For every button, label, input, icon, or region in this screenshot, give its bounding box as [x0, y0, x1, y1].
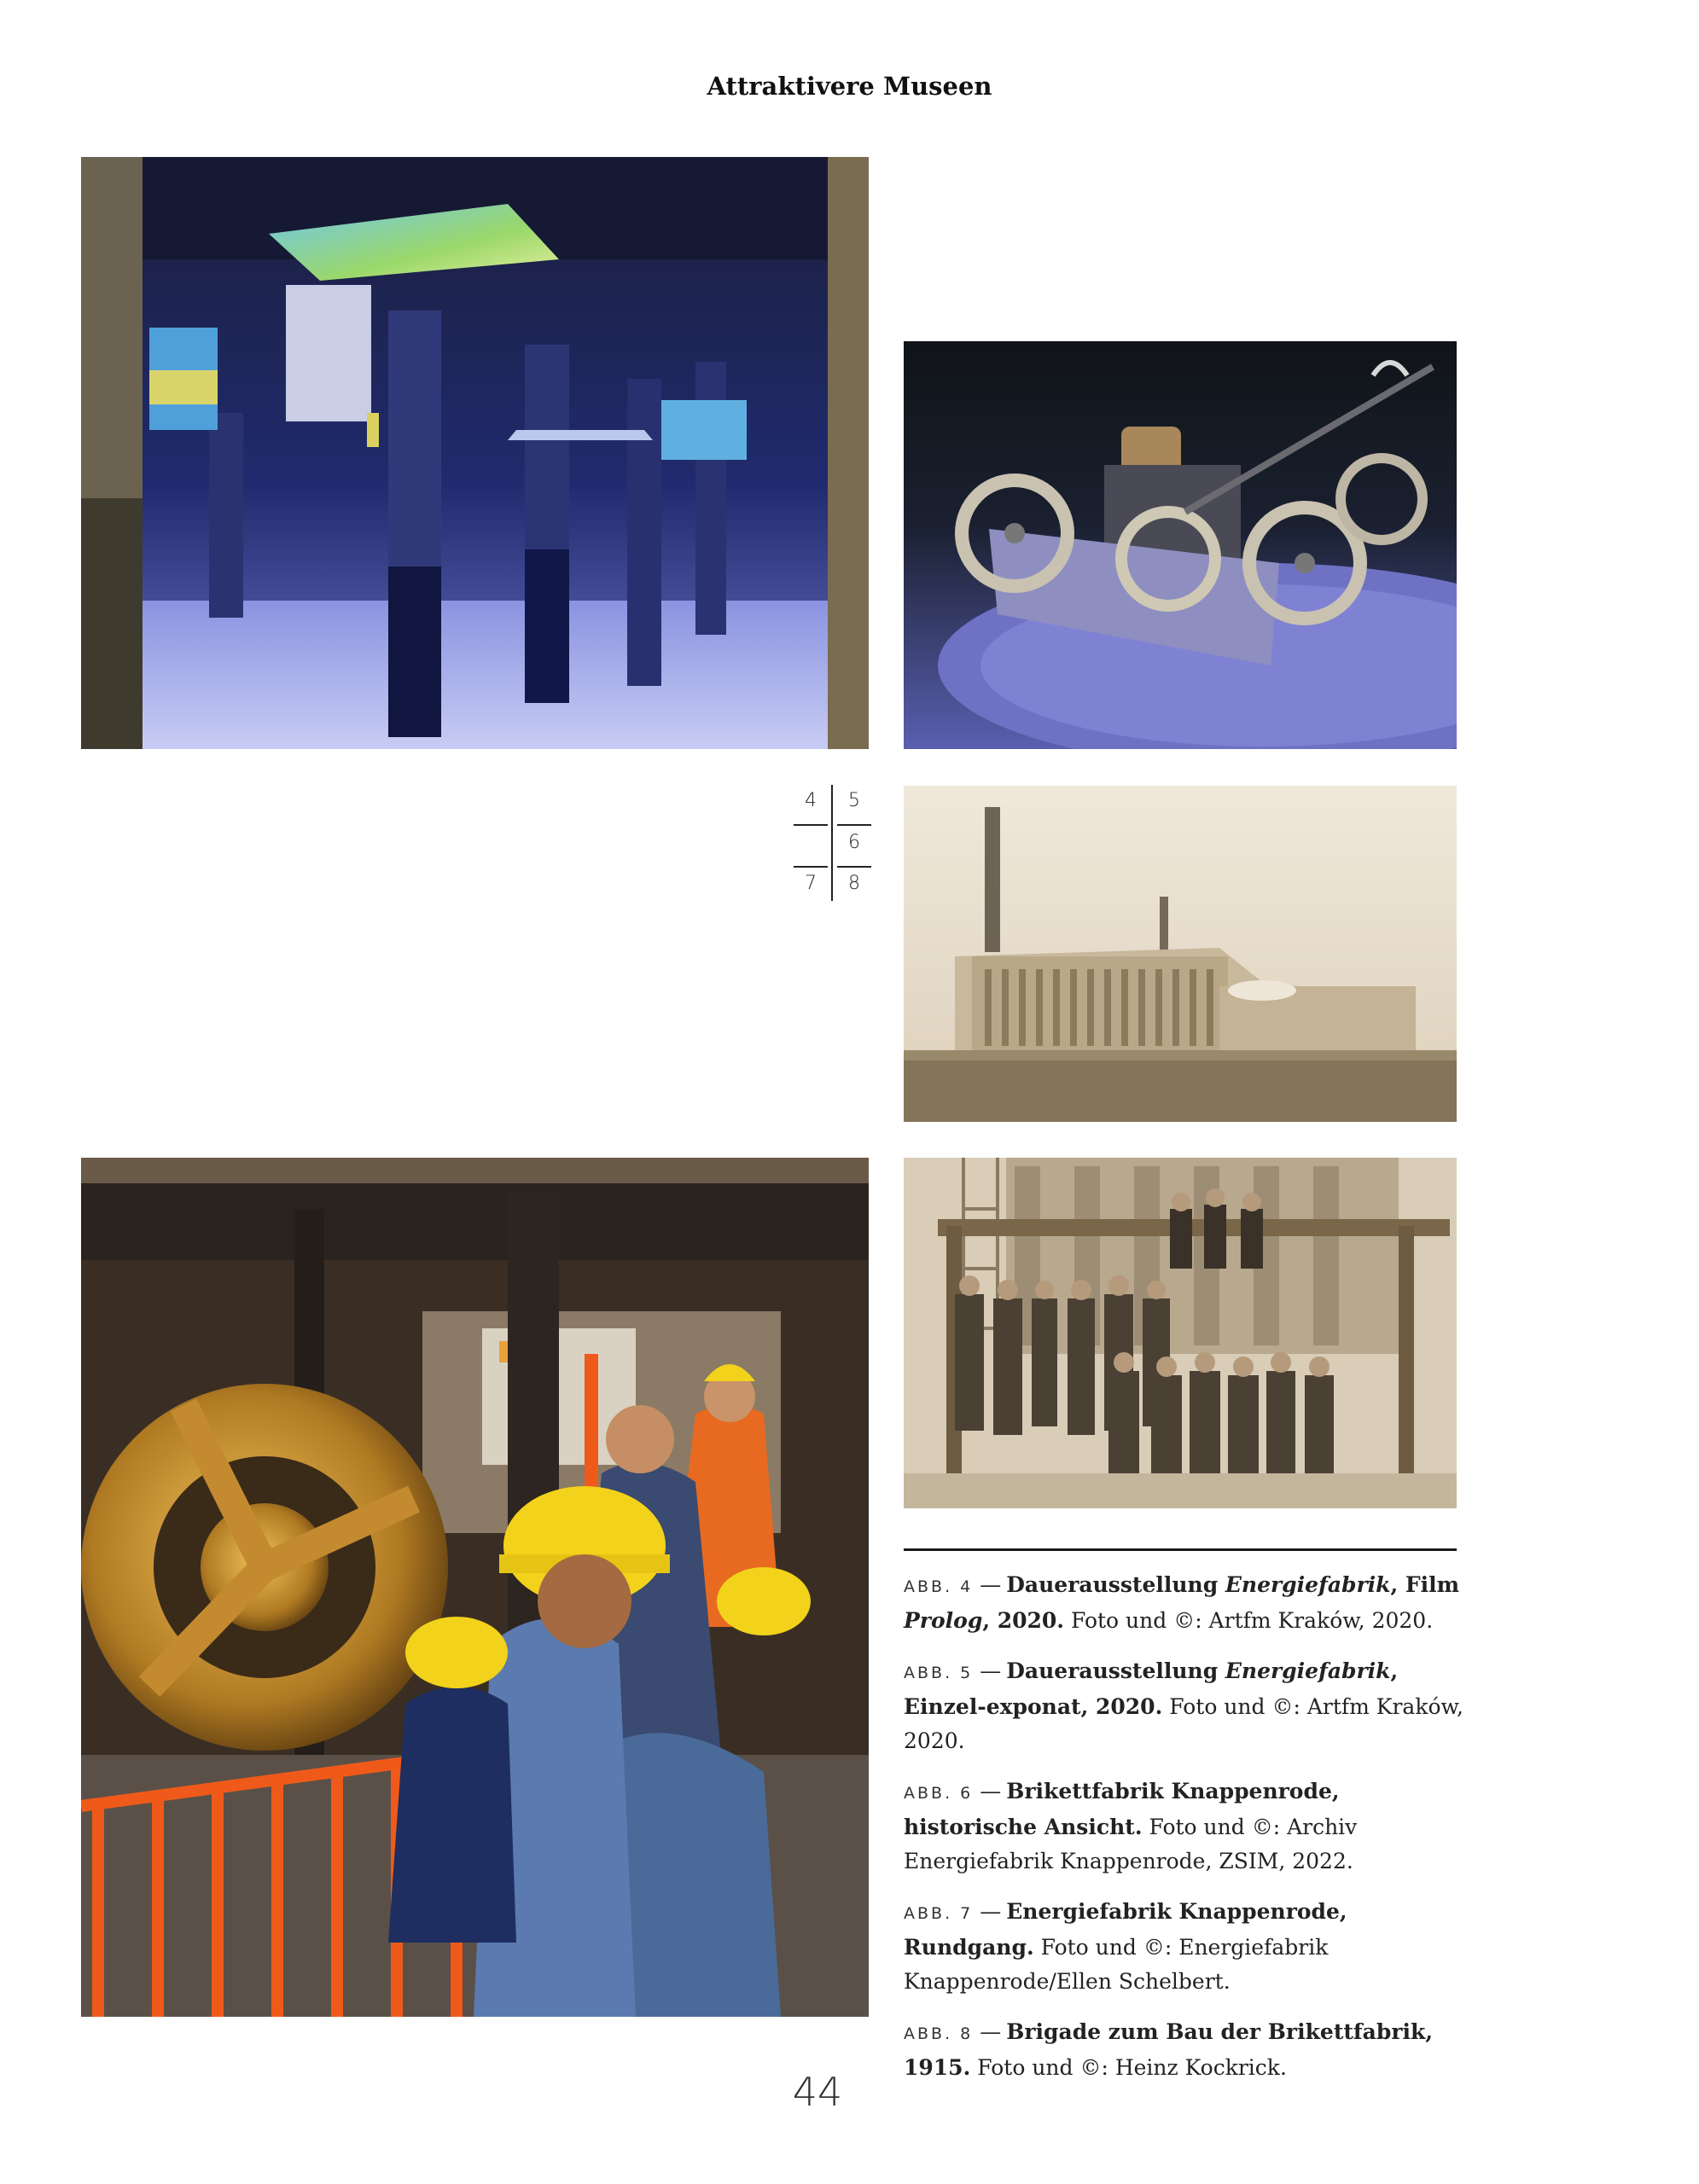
running-header: Attraktivere Museen — [707, 72, 992, 101]
key-number-5: 5 — [848, 790, 860, 811]
photo-brigade-1915 — [904, 1158, 1457, 1508]
caption-rule — [904, 1548, 1457, 1551]
caption-credit: Foto und ©: Artfm Kraków, 2020. — [904, 1694, 1463, 1753]
key-number-6: 6 — [848, 832, 860, 853]
historic-factory-image — [904, 786, 1457, 1122]
key-divider-left-top — [794, 824, 828, 826]
key-divider-right-bottom — [837, 866, 871, 868]
caption-title: Dauerausstellung Energiefabrik, Einzel-exponat, 2020. — [904, 1658, 1399, 1719]
key-divider-vertical — [831, 785, 833, 901]
caption-label: ABB. 5 — [904, 1664, 974, 1682]
caption-abb-4 — [904, 1568, 1467, 1638]
key-divider-right-top — [837, 824, 871, 826]
exhibit-cart-image — [904, 341, 1457, 749]
caption-abb-5 — [904, 1654, 1467, 1758]
caption-label: ABB. 8 — [904, 2024, 974, 2043]
caption-label: ABB. 6 — [904, 1784, 974, 1803]
caption-credit: Foto und ©: Artfm Kraków, 2020. — [1064, 1608, 1434, 1633]
figure-key-grid — [790, 785, 874, 904]
brigade-image — [904, 1158, 1457, 1508]
caption-abb-7 — [904, 1895, 1467, 1999]
photo-exhibition-hall — [81, 157, 869, 749]
key-divider-left-bottom — [794, 866, 828, 868]
caption-credit: Foto und ©: Heinz Kockrick. — [970, 2055, 1287, 2080]
caption-title: Brikettfabrik Knappenrode, historische Ansicht. — [904, 1779, 1340, 1839]
caption-abb-6 — [904, 1774, 1467, 1879]
caption-credit: Foto und ©: Energiefabrik Knappenrode/Ellen Schelbert. — [904, 1935, 1329, 1994]
caption-dash: — — [980, 1658, 1002, 1683]
caption-label: ABB. 7 — [904, 1904, 974, 1923]
caption-dash: — — [980, 2019, 1002, 2044]
caption-label: ABB. 4 — [904, 1577, 974, 1596]
key-number-7: 7 — [805, 873, 817, 894]
caption-dash: — — [980, 1779, 1002, 1804]
exhibition-hall-image — [81, 157, 869, 749]
caption-dash: — — [980, 1572, 1002, 1597]
caption-dash: — — [980, 1899, 1002, 1924]
photo-exhibit-cart — [904, 341, 1457, 749]
caption-title: Dauerausstellung Energiefabrik, Film Prolog, 2020. — [904, 1572, 1460, 1633]
photo-factory-tour — [81, 1158, 869, 2017]
caption-title: Energiefabrik Knappenrode, Rundgang. — [904, 1899, 1347, 1960]
photo-historic-factory — [904, 786, 1457, 1122]
key-number-8: 8 — [848, 873, 860, 894]
caption-credit: Foto und ©: Archiv Energiefabrik Knappenrode, ZSIM, 2022. — [904, 1815, 1358, 1873]
factory-tour-image — [81, 1158, 869, 2017]
key-number-4: 4 — [805, 790, 817, 811]
page-number: 44 — [792, 2069, 843, 2115]
caption-list — [904, 1568, 1467, 2101]
caption-title: Brigade zum Bau der Brikettfabrik, 1915. — [904, 2019, 1434, 2080]
